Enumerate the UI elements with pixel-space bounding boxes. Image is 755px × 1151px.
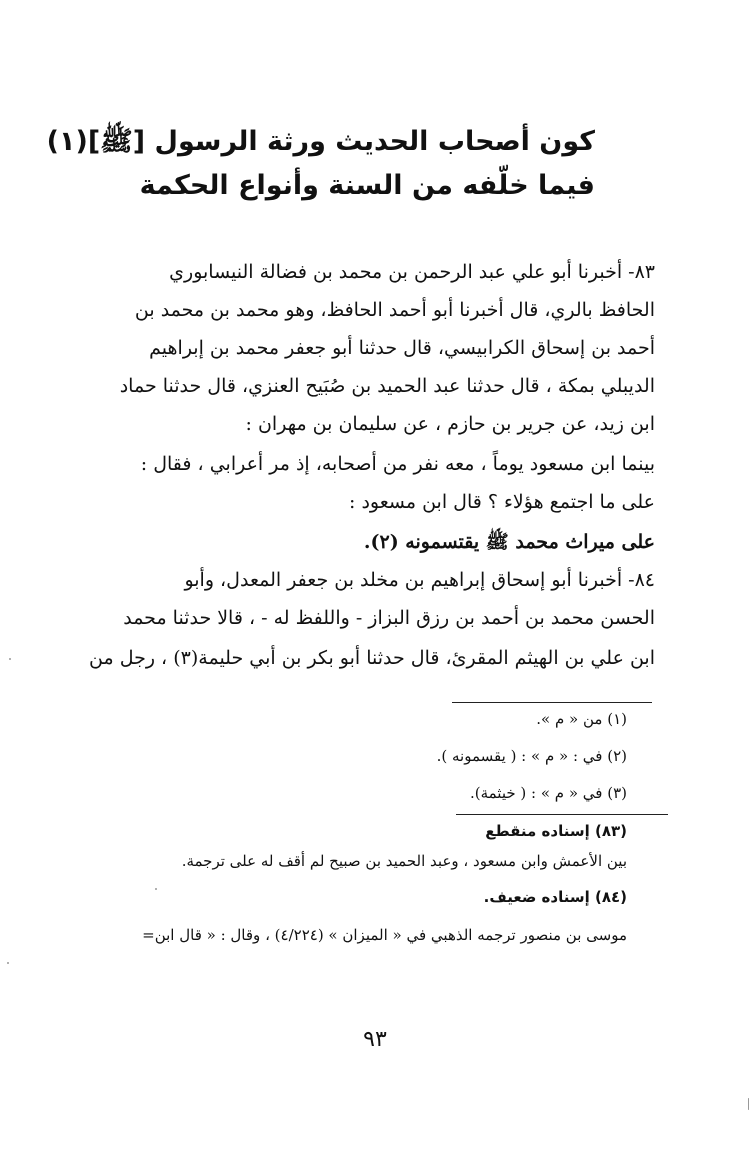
body-line: ٨٤- أخبرنا أبو إسحاق إبراهيم بن مخلد بن جعفر المعدل، وأبو: [184, 569, 655, 591]
scan-speck: [7, 962, 9, 964]
footnote: (٣) في « م » : ( خيثمة).: [469, 784, 627, 802]
notes-separator: [456, 814, 668, 815]
body-line: أحمد بن إسحاق الكرابيسي، قال حدثنا أبو جعفر محمد بن إبراهيم: [149, 337, 655, 359]
body-line: الديبلي بمكة ، قال حدثنا عبد الحميد بن صُبَيح العنزي، قال حدثنا حماد: [119, 375, 655, 397]
body-line: ابن زيد، عن جرير بن حازم ، عن سليمان بن مهران :: [245, 413, 655, 435]
footnote: (٢) في : « م » : ( يقسمونه ).: [436, 747, 627, 765]
chapter-title-line-1: كون أصحاب الحديث ورثة الرسول [ﷺ](١): [46, 126, 595, 157]
page-number: ٩٣: [363, 1027, 387, 1052]
body-line-emphasis: على ميراث محمد ﷺ يقتسمونه (٢).: [363, 531, 655, 553]
body-line: الحافظ بالري، قال أخبرنا أبو أحمد الحافظ، وهو محمد بن محمد بن: [134, 299, 655, 321]
note-heading: (٨٤) إسناده ضعيف.: [483, 888, 627, 906]
chapter-title-line-2: فيما خلّفه من السنة وأنواع الحكمة: [139, 170, 595, 201]
scan-speck: [9, 658, 11, 660]
body-line: الحسن محمد بن أحمد بن رزق البزاز - واللفظ له - ، قالا حدثنا محمد: [123, 607, 655, 629]
body-line: ٨٣- أخبرنا أبو علي عبد الرحمن بن محمد بن فضالة النيسابوري: [169, 261, 655, 283]
note-text: بين الأعمش وابن مسعود ، وعبد الحميد بن صبيح لم أقف له على ترجمة.: [181, 852, 627, 870]
body-line: على ما اجتمع هؤلاء ؟ قال ابن مسعود :: [349, 491, 655, 513]
body-line: ابن علي بن الهيثم المقرئ، قال حدثنا أبو بكر بن أبي حليمة(٣) ، رجل من: [89, 647, 655, 669]
footnote: (١) من « م ».: [536, 710, 627, 728]
scan-edge-mark: [748, 1098, 749, 1110]
body-line: بينما ابن مسعود يوماً ، معه نفر من أصحابه، إذ مر أعرابي ، فقال :: [140, 453, 655, 475]
scan-speck: [155, 888, 157, 890]
note-text: موسى بن منصور ترجمه الذهبي في « الميزان » (٤/٢٢٤) ، وقال : « قال ابن=: [142, 926, 627, 944]
footnote-separator: [452, 702, 652, 703]
note-heading: (٨٣) إسناده منقطع: [485, 822, 627, 840]
